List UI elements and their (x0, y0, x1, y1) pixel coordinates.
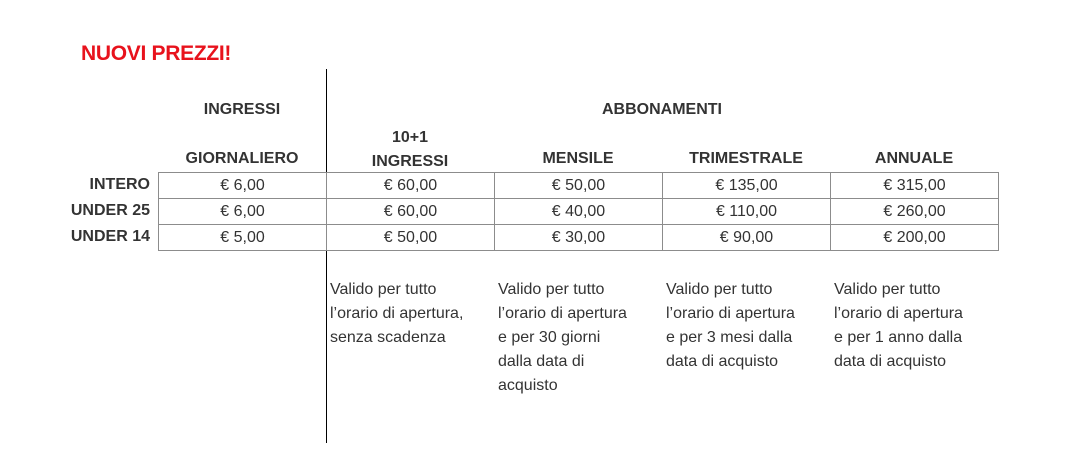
column-header-annuale: ANNUALE (874, 150, 954, 167)
note-line: e per 1 anno dalla (834, 329, 963, 346)
price-cell: € 200,00 (831, 225, 999, 251)
price-cell: € 6,00 (159, 199, 327, 225)
row-label-under-25: UNDER 25 (70, 202, 150, 219)
price-cell: € 5,00 (159, 225, 327, 251)
note-line: data di acquisto (666, 353, 779, 370)
note-line: l’orario di apertura, (330, 305, 464, 322)
note-line: e per 3 mesi dalla (666, 329, 793, 346)
price-cell: € 135,00 (663, 173, 831, 199)
note-mensile (498, 278, 660, 398)
price-cell: € 260,00 (831, 199, 999, 225)
note-line: Valido per tutto (330, 281, 437, 298)
note-line: dalla data di (498, 353, 585, 370)
column-header-mensile: MENSILE (542, 150, 614, 167)
price-cell: € 40,00 (495, 199, 663, 225)
note-line: l’orario di apertura (834, 305, 963, 322)
price-cell: € 90,00 (663, 225, 831, 251)
price-cell: € 315,00 (831, 173, 999, 199)
price-cell: € 60,00 (327, 173, 495, 199)
note-trimestrale (666, 278, 828, 374)
section-header-abbonamenti: ABBONAMENTI (602, 101, 722, 118)
price-cell: € 30,00 (495, 225, 663, 251)
price-cell: € 110,00 (663, 199, 831, 225)
table-row (159, 199, 999, 225)
price-table (158, 172, 999, 251)
note-line: senza scadenza (330, 329, 446, 346)
column-header-line: 10+1 (391, 129, 429, 146)
page-title: NUOVI PREZZI! (81, 42, 232, 65)
note-line: e per 30 giorni (498, 329, 601, 346)
note-annuale (834, 278, 996, 374)
note-10-plus-1 (330, 278, 492, 350)
note-line: Valido per tutto (498, 281, 605, 298)
row-labels (30, 172, 150, 250)
row-label-intero: INTERO (89, 176, 150, 193)
note-line: Valido per tutto (666, 281, 773, 298)
column-header-giornaliero: GIORNALIERO (185, 150, 299, 167)
price-cell: € 60,00 (327, 199, 495, 225)
column-header-10-plus-1-ingressi (326, 126, 494, 174)
note-line: l’orario di apertura (666, 305, 795, 322)
column-header-line: INGRESSI (371, 153, 449, 170)
note-line: Valido per tutto (834, 281, 941, 298)
price-cell: € 50,00 (327, 225, 495, 251)
note-line: acquisto (498, 377, 558, 394)
note-line: data di acquisto (834, 353, 947, 370)
section-header-ingressi: INGRESSI (203, 101, 281, 118)
price-cell: € 50,00 (495, 173, 663, 199)
column-header-trimestrale: TRIMESTRALE (689, 150, 803, 167)
price-cell: € 6,00 (159, 173, 327, 199)
note-line: l’orario di apertura (498, 305, 627, 322)
row-label-under-14: UNDER 14 (70, 228, 150, 245)
table-row (159, 225, 999, 251)
table-row (159, 173, 999, 199)
